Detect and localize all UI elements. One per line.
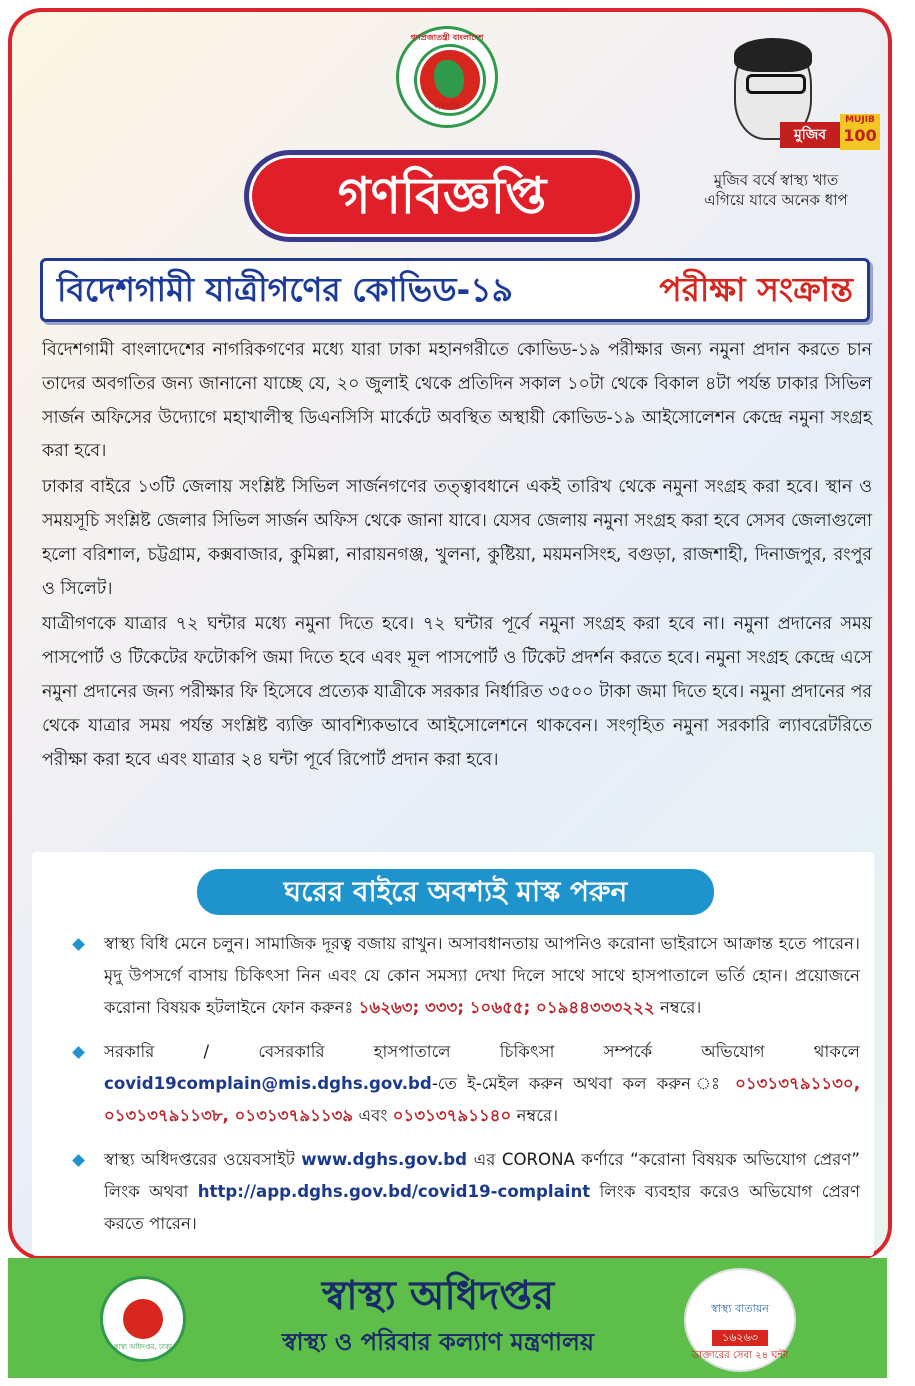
dghs-logo [100, 1276, 186, 1362]
notice-frame [8, 8, 892, 1260]
footer-banner [8, 1258, 887, 1378]
diamond-bullet-icon [72, 1154, 85, 1167]
body-paragraph: বিদেশগামী বাংলাদেশের নাগরিকগণের মধ্যে যারা ঢাকা মহানগরীতে কোভিড-১৯ পরীক্ষার জন্য নমুনা প্রদান করতে চান তাদের অবগতির জন্য জানানো যাচ্ছে যে, ২০ জুলাই থেকে প্রতিদিন সকাল ১০টা থেকে বিকাল ৪টা পর্যন্ত ঢাকার সিভিল সার্জন অফিসের উদ্যোগে মহাখালীস্থ ডিএনসিসি মার্কেটে অবস্থিত অস্থায়ী কোভিড-১৯ আইসোলেশন কেন্দ্রে নমুনা সংগ্রহ করা হবে। [42, 340, 872, 462]
mujib-portrait [712, 34, 882, 164]
body-paragraph: যাত্রীগণকে যাত্রার ৭২ ঘন্টার মধ্যে নমুনা দিতে হবে। ৭২ ঘন্টার পূর্বে নমুনা সংগ্রহ করা হবে না। নমুনা প্রদানের সময় পাসপোর্ট ও টিকেটের ফটোকপি জমা দিতে হবে এবং মূল পাসপোর্ট ও টিকেট প্রদর্শন করতে হবে। নমুনা সংগ্রহ কেন্দ্রে এসে নমুনা প্রদানের জন্য পরীক্ষার ফি হিসেবে প্রত্যেক যাত্রীকে সরকার নির্ধারিত ৩৫০০ টাকা জমা দিতে হবে। নমুনা প্রদানের পর থেকে যাত্রার সময় পর্যন্ত সংশ্লিষ্ট ব্যক্তি আবশ্যিকভাবে আইসোলেশনে থাকবেন। সংগৃহিত নমুনা সরকারি ল্যাবরেটরিতে পরীক্ষা করা হবে এবং যাত্রার ২৪ ঘন্টা পূর্বে রিপোর্ট প্রদান করা হবে। [42, 614, 872, 770]
complaint-email-link[interactable]: covid19complain@mis.dghs.gov.bd [104, 1074, 432, 1093]
shasthyo-batayon-badge [684, 1268, 796, 1372]
dghs-website-link[interactable]: www.dghs.gov.bd [301, 1150, 468, 1169]
advice-item [70, 1036, 860, 1132]
diamond-bullet-icon [72, 1046, 85, 1059]
slogan-line-2: এগিয়ে যাবে অনেক ধাপ [704, 191, 848, 209]
advice-mid: এর CORONA কর্ণারে “করোনা বিষয়ক অভিযোগ প্রেরণ” লিংক অথবা [104, 1150, 860, 1201]
footer-subtitle: স্বাস্থ্য ও পরিবার কল্যাণ মন্ত্রণালয় [282, 1328, 594, 1356]
advice-list [70, 928, 860, 1252]
slogan-line-1: মুজিব বর্ষে স্বাস্থ্য খাত [713, 171, 839, 189]
portrait-glasses [746, 74, 806, 94]
mask-advice-section [32, 852, 874, 1256]
advice-tail: নম্বরে। [516, 1106, 559, 1125]
bangladesh-map-icon [434, 60, 464, 98]
advice-and: এবং [358, 1106, 388, 1125]
mujib-badge-text: মুজিব [793, 127, 827, 143]
mujib-slogan [662, 170, 890, 210]
hotline-badge-title: স্বাস্থ্য বাতায়ন [711, 1302, 769, 1315]
complaint-phone-last: ০১৩১৩৭৯১১৪০ [392, 1106, 512, 1125]
advice-mid: -তে ই-মেইল করুন অথবা কল করুন ঃ [431, 1074, 725, 1093]
seal-bottom-text: সরকার [434, 102, 460, 112]
notice-body [42, 334, 872, 779]
advice-item [70, 1144, 860, 1240]
bangladesh-govt-seal [396, 26, 498, 128]
footer-title: স্বাস্থ্য অধিদপ্তর [321, 1273, 555, 1319]
body-paragraph: ঢাকার বাইরে ১৩টি জেলায় সংশ্লিষ্ট সিভিল সার্জনগণের তত্ত্বাবধানে একই তারিখ থেকে নমুনা সংগ্রহ করা হবে। স্থান ও সময়সূচি সংশ্লিষ্ট জেলার সিভিল সার্জন অফিস থেকে জানা যাবে। যেসব জেলায় নমুনা সংগ্রহ করা হবে সেসব জেলাগুলো হলো বরিশাল, চট্টগ্রাম, কক্সবাজার, কুমিল্লা, নারায়নগঞ্জ, খুলনা, কুষ্টিয়া, ময়মনসিংহ, বগুড়া, রাজশাহী, দিনাজপুর, রংপুর ও সিলেট। [42, 477, 872, 599]
complaint-phone-numbers: ০১৩১৩৭৯১১৩০, ০১৩১৩৭৯১১৩৮, ০১৩১৩৭৯১১৩৯ [104, 1074, 861, 1125]
advice-text: সরকারি / বেসরকারি হাসপাতালে চিকিৎসা সম্পর্কে অভিযোগ থাকলে [104, 1042, 860, 1061]
hotline-badge-caption: ডাক্তারের সেবা ২৪ ঘন্টা [691, 1350, 789, 1361]
portrait-hair [734, 38, 812, 72]
subtitle-red-part: পরীক্ষা সংক্রান্ত [659, 270, 853, 309]
diamond-bullet-icon [72, 938, 85, 951]
subtitle-blue-part: বিদেশগামী যাত্রীগণের কোভিড-১৯ [57, 270, 514, 309]
advice-tail: নম্বরে। [659, 998, 702, 1017]
hotline-numbers: ১৬২৬৩; ৩৩৩; ১০৬৫৫; ০১৯৪৪৩৩৩২২২ [358, 998, 655, 1017]
hotline-badge-number: ১৬২৬৩ [712, 1330, 768, 1346]
dghs-logo-text: স্বাস্থ্য অধিদপ্তর, ঢাকা [114, 1343, 172, 1351]
mujib-badge [780, 122, 840, 148]
advice-text: স্বাস্থ্য বিধি মেনে চলুন। সামাজিক দূরত্ব বজায় রাখুন। অসাবধানতায় আপনিও করোনা ভাইরাসে আক্রান্ত হতে পারেন। মৃদু উপসর্গে বাসায় চিকিৎসা নিন এবং যে কোন সমস্যা দেখা দিলে সাথে সাথে হাসপাতালে ভর্তি হোন। প্রয়োজনে করোনা বিষয়ক হটলাইনে ফোন করুনঃ [104, 934, 860, 1017]
advice-tail: লিংক ব্যবহার করেও অভিযোগ প্রেরণ করতে পারেন। [104, 1182, 861, 1233]
mujib-year-number: 100 [843, 126, 877, 145]
mujib-year-label: MUJIB [845, 115, 875, 125]
notice-title-banner [244, 150, 640, 242]
mask-banner: ঘরের বাইরে অবশ্যই মাস্ক পরুন [197, 869, 714, 915]
seal-top-text: গণপ্রজাতন্ত্রী বাংলাদেশ [410, 33, 484, 42]
advice-item [70, 928, 860, 1024]
complaint-form-link[interactable]: http://app.dghs.gov.bd/covid19-complaint [197, 1182, 591, 1201]
notice-title: গণবিজ্ঞপ্তি [337, 167, 547, 225]
dghs-logo-emblem [123, 1299, 163, 1339]
mujib-100-logo [840, 114, 880, 150]
notice-subtitle [40, 258, 870, 322]
advice-text: স্বাস্থ্য অধিদপ্তরের ওয়েবসাইট [104, 1150, 295, 1169]
